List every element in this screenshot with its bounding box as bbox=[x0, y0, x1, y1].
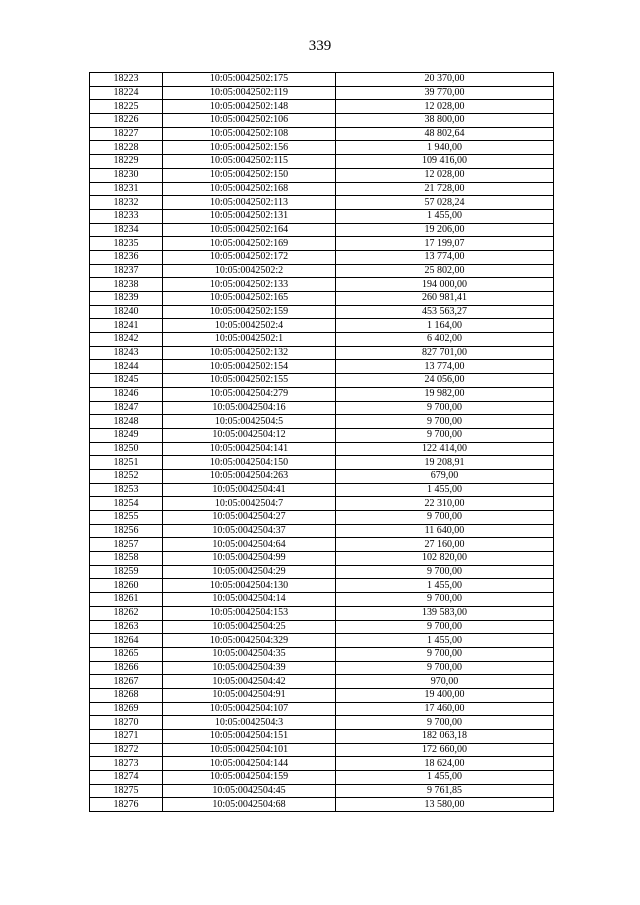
table-row bbox=[90, 538, 554, 552]
cadastral-number-cell: 10:05:0042502:159 bbox=[163, 305, 336, 319]
row-number-cell: 18232 bbox=[90, 196, 163, 210]
row-number-cell: 18250 bbox=[90, 442, 163, 456]
row-number-cell: 18276 bbox=[90, 798, 163, 812]
cadastral-number-cell: 10:05:0042502:150 bbox=[163, 168, 336, 182]
table-row bbox=[90, 428, 554, 442]
cadastral-number-cell: 10:05:0042502:131 bbox=[163, 209, 336, 223]
cadastral-value-cell: 260 981,41 bbox=[336, 292, 554, 306]
cadastral-number-cell: 10:05:0042504:7 bbox=[163, 497, 336, 511]
cadastral-value-cell: 9 700,00 bbox=[336, 565, 554, 579]
cadastral-value-cell: 13 580,00 bbox=[336, 798, 554, 812]
row-number-cell: 18225 bbox=[90, 100, 163, 114]
table-row bbox=[90, 565, 554, 579]
table-body bbox=[90, 73, 554, 812]
cadastral-number-cell: 10:05:0042502:168 bbox=[163, 182, 336, 196]
table-row bbox=[90, 292, 554, 306]
table-row bbox=[90, 141, 554, 155]
table-row bbox=[90, 620, 554, 634]
cadastral-value-cell: 17 199,07 bbox=[336, 237, 554, 251]
row-number-cell: 18271 bbox=[90, 730, 163, 744]
cadastral-value-cell: 1 455,00 bbox=[336, 209, 554, 223]
row-number-cell: 18228 bbox=[90, 141, 163, 155]
cadastral-value-cell: 1 455,00 bbox=[336, 579, 554, 593]
cadastral-number-cell: 10:05:0042504:14 bbox=[163, 593, 336, 607]
table-row bbox=[90, 196, 554, 210]
table-row bbox=[90, 387, 554, 401]
cadastral-value-cell: 11 640,00 bbox=[336, 524, 554, 538]
cadastral-value-cell: 48 802,64 bbox=[336, 127, 554, 141]
cadastral-number-cell: 10:05:0042504:144 bbox=[163, 757, 336, 771]
table-row bbox=[90, 688, 554, 702]
cadastral-number-cell: 10:05:0042502:148 bbox=[163, 100, 336, 114]
cadastral-value-cell: 39 770,00 bbox=[336, 86, 554, 100]
row-number-cell: 18265 bbox=[90, 647, 163, 661]
row-number-cell: 18275 bbox=[90, 784, 163, 798]
cadastral-number-cell: 10:05:0042504:5 bbox=[163, 415, 336, 429]
cadastral-number-cell: 10:05:0042502:2 bbox=[163, 264, 336, 278]
cadastral-number-cell: 10:05:0042504:68 bbox=[163, 798, 336, 812]
table-row bbox=[90, 155, 554, 169]
cadastral-number-cell: 10:05:0042502:172 bbox=[163, 250, 336, 264]
cadastral-value-cell: 19 982,00 bbox=[336, 387, 554, 401]
table-row bbox=[90, 401, 554, 415]
cadastral-number-cell: 10:05:0042502:4 bbox=[163, 319, 336, 333]
cadastral-value-cell: 679,00 bbox=[336, 469, 554, 483]
row-number-cell: 18239 bbox=[90, 292, 163, 306]
cadastral-number-cell: 10:05:0042502:133 bbox=[163, 278, 336, 292]
row-number-cell: 18269 bbox=[90, 702, 163, 716]
row-number-cell: 18235 bbox=[90, 237, 163, 251]
cadastral-number-cell: 10:05:0042504:141 bbox=[163, 442, 336, 456]
cadastral-number-cell: 10:05:0042504:151 bbox=[163, 730, 336, 744]
row-number-cell: 18268 bbox=[90, 688, 163, 702]
cadastral-number-cell: 10:05:0042504:45 bbox=[163, 784, 336, 798]
table-row bbox=[90, 469, 554, 483]
cadastral-number-cell: 10:05:0042502:165 bbox=[163, 292, 336, 306]
cadastral-value-cell: 9 700,00 bbox=[336, 428, 554, 442]
cadastral-value-cell: 970,00 bbox=[336, 675, 554, 689]
row-number-cell: 18273 bbox=[90, 757, 163, 771]
row-number-cell: 18252 bbox=[90, 469, 163, 483]
cadastral-number-cell: 10:05:0042504:3 bbox=[163, 716, 336, 730]
table-row bbox=[90, 784, 554, 798]
cadastral-number-cell: 10:05:0042502:108 bbox=[163, 127, 336, 141]
cadastral-value-cell: 9 700,00 bbox=[336, 716, 554, 730]
table-row bbox=[90, 716, 554, 730]
cadastral-value-cell: 57 028,24 bbox=[336, 196, 554, 210]
cadastral-value-cell: 1 940,00 bbox=[336, 141, 554, 155]
row-number-cell: 18266 bbox=[90, 661, 163, 675]
cadastral-number-cell: 10:05:0042504:35 bbox=[163, 647, 336, 661]
table-row bbox=[90, 497, 554, 511]
cadastral-number-cell: 10:05:0042502:106 bbox=[163, 114, 336, 128]
table-row bbox=[90, 524, 554, 538]
cadastral-number-cell: 10:05:0042502:156 bbox=[163, 141, 336, 155]
row-number-cell: 18233 bbox=[90, 209, 163, 223]
cadastral-value-cell: 25 802,00 bbox=[336, 264, 554, 278]
cadastral-number-cell: 10:05:0042504:130 bbox=[163, 579, 336, 593]
cadastral-value-cell: 9 700,00 bbox=[336, 593, 554, 607]
table-row bbox=[90, 168, 554, 182]
table-row bbox=[90, 743, 554, 757]
row-number-cell: 18270 bbox=[90, 716, 163, 730]
row-number-cell: 18234 bbox=[90, 223, 163, 237]
cadastral-value-cell: 18 624,00 bbox=[336, 757, 554, 771]
table-row bbox=[90, 483, 554, 497]
cadastral-value-cell: 1 455,00 bbox=[336, 771, 554, 785]
cadastral-number-cell: 10:05:0042504:41 bbox=[163, 483, 336, 497]
cadastral-number-cell: 10:05:0042504:64 bbox=[163, 538, 336, 552]
table-row bbox=[90, 333, 554, 347]
row-number-cell: 18223 bbox=[90, 73, 163, 87]
table-row bbox=[90, 127, 554, 141]
cadastral-value-cell: 182 063,18 bbox=[336, 730, 554, 744]
cadastral-value-cell: 9 761,85 bbox=[336, 784, 554, 798]
row-number-cell: 18258 bbox=[90, 552, 163, 566]
row-number-cell: 18262 bbox=[90, 606, 163, 620]
table-row bbox=[90, 346, 554, 360]
table-row bbox=[90, 456, 554, 470]
row-number-cell: 18240 bbox=[90, 305, 163, 319]
row-number-cell: 18259 bbox=[90, 565, 163, 579]
cadastral-number-cell: 10:05:0042502:154 bbox=[163, 360, 336, 374]
cadastral-number-cell: 10:05:0042504:279 bbox=[163, 387, 336, 401]
table-row bbox=[90, 634, 554, 648]
row-number-cell: 18241 bbox=[90, 319, 163, 333]
table-row bbox=[90, 360, 554, 374]
row-number-cell: 18243 bbox=[90, 346, 163, 360]
cadastral-number-cell: 10:05:0042504:159 bbox=[163, 771, 336, 785]
row-number-cell: 18257 bbox=[90, 538, 163, 552]
cadastral-value-cell: 1 455,00 bbox=[336, 634, 554, 648]
cadastral-value-cell: 9 700,00 bbox=[336, 415, 554, 429]
cadastral-value-cell: 122 414,00 bbox=[336, 442, 554, 456]
row-number-cell: 18237 bbox=[90, 264, 163, 278]
cadastral-number-cell: 10:05:0042504:101 bbox=[163, 743, 336, 757]
cadastral-number-cell: 10:05:0042502:175 bbox=[163, 73, 336, 87]
table-row bbox=[90, 442, 554, 456]
row-number-cell: 18263 bbox=[90, 620, 163, 634]
row-number-cell: 18238 bbox=[90, 278, 163, 292]
row-number-cell: 18244 bbox=[90, 360, 163, 374]
cadastral-value-cell: 9 700,00 bbox=[336, 620, 554, 634]
cadastral-value-cell: 1 164,00 bbox=[336, 319, 554, 333]
cadastral-number-cell: 10:05:0042504:39 bbox=[163, 661, 336, 675]
row-number-cell: 18245 bbox=[90, 374, 163, 388]
row-number-cell: 18229 bbox=[90, 155, 163, 169]
table-row bbox=[90, 223, 554, 237]
cadastral-value-cell: 109 416,00 bbox=[336, 155, 554, 169]
row-number-cell: 18251 bbox=[90, 456, 163, 470]
cadastral-number-cell: 10:05:0042504:29 bbox=[163, 565, 336, 579]
table-row bbox=[90, 593, 554, 607]
table-row bbox=[90, 730, 554, 744]
cadastral-value-cell: 139 583,00 bbox=[336, 606, 554, 620]
cadastral-value-cell: 9 700,00 bbox=[336, 401, 554, 415]
row-number-cell: 18246 bbox=[90, 387, 163, 401]
table-row bbox=[90, 579, 554, 593]
table-row bbox=[90, 606, 554, 620]
table-row bbox=[90, 798, 554, 812]
cadastral-number-cell: 10:05:0042504:27 bbox=[163, 511, 336, 525]
cadastral-number-cell: 10:05:0042504:107 bbox=[163, 702, 336, 716]
row-number-cell: 18247 bbox=[90, 401, 163, 415]
cadastral-value-table bbox=[89, 72, 554, 812]
table-row bbox=[90, 647, 554, 661]
cadastral-value-cell: 1 455,00 bbox=[336, 483, 554, 497]
cadastral-number-cell: 10:05:0042504:42 bbox=[163, 675, 336, 689]
cadastral-value-cell: 9 700,00 bbox=[336, 511, 554, 525]
row-number-cell: 18261 bbox=[90, 593, 163, 607]
cadastral-number-cell: 10:05:0042502:1 bbox=[163, 333, 336, 347]
row-number-cell: 18227 bbox=[90, 127, 163, 141]
cadastral-value-cell: 12 028,00 bbox=[336, 168, 554, 182]
cadastral-number-cell: 10:05:0042502:115 bbox=[163, 155, 336, 169]
cadastral-value-cell: 38 800,00 bbox=[336, 114, 554, 128]
table-row bbox=[90, 114, 554, 128]
table-row bbox=[90, 100, 554, 114]
cadastral-number-cell: 10:05:0042504:91 bbox=[163, 688, 336, 702]
row-number-cell: 18255 bbox=[90, 511, 163, 525]
table-row bbox=[90, 374, 554, 388]
row-number-cell: 18256 bbox=[90, 524, 163, 538]
cadastral-number-cell: 10:05:0042504:263 bbox=[163, 469, 336, 483]
cadastral-value-cell: 9 700,00 bbox=[336, 647, 554, 661]
row-number-cell: 18260 bbox=[90, 579, 163, 593]
cadastral-value-cell: 194 000,00 bbox=[336, 278, 554, 292]
table-row bbox=[90, 771, 554, 785]
cadastral-value-cell: 17 460,00 bbox=[336, 702, 554, 716]
table-row bbox=[90, 86, 554, 100]
cadastral-number-cell: 10:05:0042504:12 bbox=[163, 428, 336, 442]
cadastral-value-cell: 13 774,00 bbox=[336, 360, 554, 374]
cadastral-number-cell: 10:05:0042502:113 bbox=[163, 196, 336, 210]
table-row bbox=[90, 182, 554, 196]
cadastral-number-cell: 10:05:0042504:16 bbox=[163, 401, 336, 415]
cadastral-value-cell: 13 774,00 bbox=[336, 250, 554, 264]
cadastral-value-cell: 9 700,00 bbox=[336, 661, 554, 675]
cadastral-value-cell: 19 400,00 bbox=[336, 688, 554, 702]
table-row bbox=[90, 511, 554, 525]
table-row bbox=[90, 552, 554, 566]
row-number-cell: 18267 bbox=[90, 675, 163, 689]
table-row bbox=[90, 661, 554, 675]
table-row bbox=[90, 209, 554, 223]
table-row bbox=[90, 73, 554, 87]
cadastral-value-cell: 22 310,00 bbox=[336, 497, 554, 511]
row-number-cell: 18272 bbox=[90, 743, 163, 757]
row-number-cell: 18224 bbox=[90, 86, 163, 100]
cadastral-value-cell: 27 160,00 bbox=[336, 538, 554, 552]
table-row bbox=[90, 757, 554, 771]
row-number-cell: 18253 bbox=[90, 483, 163, 497]
cadastral-number-cell: 10:05:0042502:155 bbox=[163, 374, 336, 388]
row-number-cell: 18264 bbox=[90, 634, 163, 648]
cadastral-value-cell: 20 370,00 bbox=[336, 73, 554, 87]
cadastral-number-cell: 10:05:0042504:153 bbox=[163, 606, 336, 620]
row-number-cell: 18226 bbox=[90, 114, 163, 128]
cadastral-value-cell: 172 660,00 bbox=[336, 743, 554, 757]
table-row bbox=[90, 305, 554, 319]
table-row bbox=[90, 675, 554, 689]
row-number-cell: 18236 bbox=[90, 250, 163, 264]
cadastral-value-cell: 21 728,00 bbox=[336, 182, 554, 196]
cadastral-number-cell: 10:05:0042504:25 bbox=[163, 620, 336, 634]
cadastral-number-cell: 10:05:0042504:329 bbox=[163, 634, 336, 648]
cadastral-number-cell: 10:05:0042502:132 bbox=[163, 346, 336, 360]
cadastral-number-cell: 10:05:0042502:169 bbox=[163, 237, 336, 251]
row-number-cell: 18248 bbox=[90, 415, 163, 429]
cadastral-value-cell: 24 056,00 bbox=[336, 374, 554, 388]
cadastral-number-cell: 10:05:0042504:150 bbox=[163, 456, 336, 470]
cadastral-value-cell: 453 563,27 bbox=[336, 305, 554, 319]
row-number-cell: 18274 bbox=[90, 771, 163, 785]
cadastral-value-cell: 19 206,00 bbox=[336, 223, 554, 237]
table-row bbox=[90, 278, 554, 292]
row-number-cell: 18254 bbox=[90, 497, 163, 511]
table-row bbox=[90, 319, 554, 333]
row-number-cell: 18242 bbox=[90, 333, 163, 347]
cadastral-number-cell: 10:05:0042504:99 bbox=[163, 552, 336, 566]
cadastral-value-cell: 6 402,00 bbox=[336, 333, 554, 347]
cadastral-value-cell: 19 208,91 bbox=[336, 456, 554, 470]
table-row bbox=[90, 264, 554, 278]
cadastral-number-cell: 10:05:0042504:37 bbox=[163, 524, 336, 538]
table-row bbox=[90, 250, 554, 264]
table-row bbox=[90, 415, 554, 429]
table-row bbox=[90, 237, 554, 251]
cadastral-number-cell: 10:05:0042502:119 bbox=[163, 86, 336, 100]
cadastral-number-cell: 10:05:0042502:164 bbox=[163, 223, 336, 237]
cadastral-value-cell: 827 701,00 bbox=[336, 346, 554, 360]
row-number-cell: 18249 bbox=[90, 428, 163, 442]
page-number: 339 bbox=[308, 38, 332, 54]
table-row bbox=[90, 702, 554, 716]
row-number-cell: 18230 bbox=[90, 168, 163, 182]
row-number-cell: 18231 bbox=[90, 182, 163, 196]
cadastral-value-cell: 102 820,00 bbox=[336, 552, 554, 566]
cadastral-value-cell: 12 028,00 bbox=[336, 100, 554, 114]
